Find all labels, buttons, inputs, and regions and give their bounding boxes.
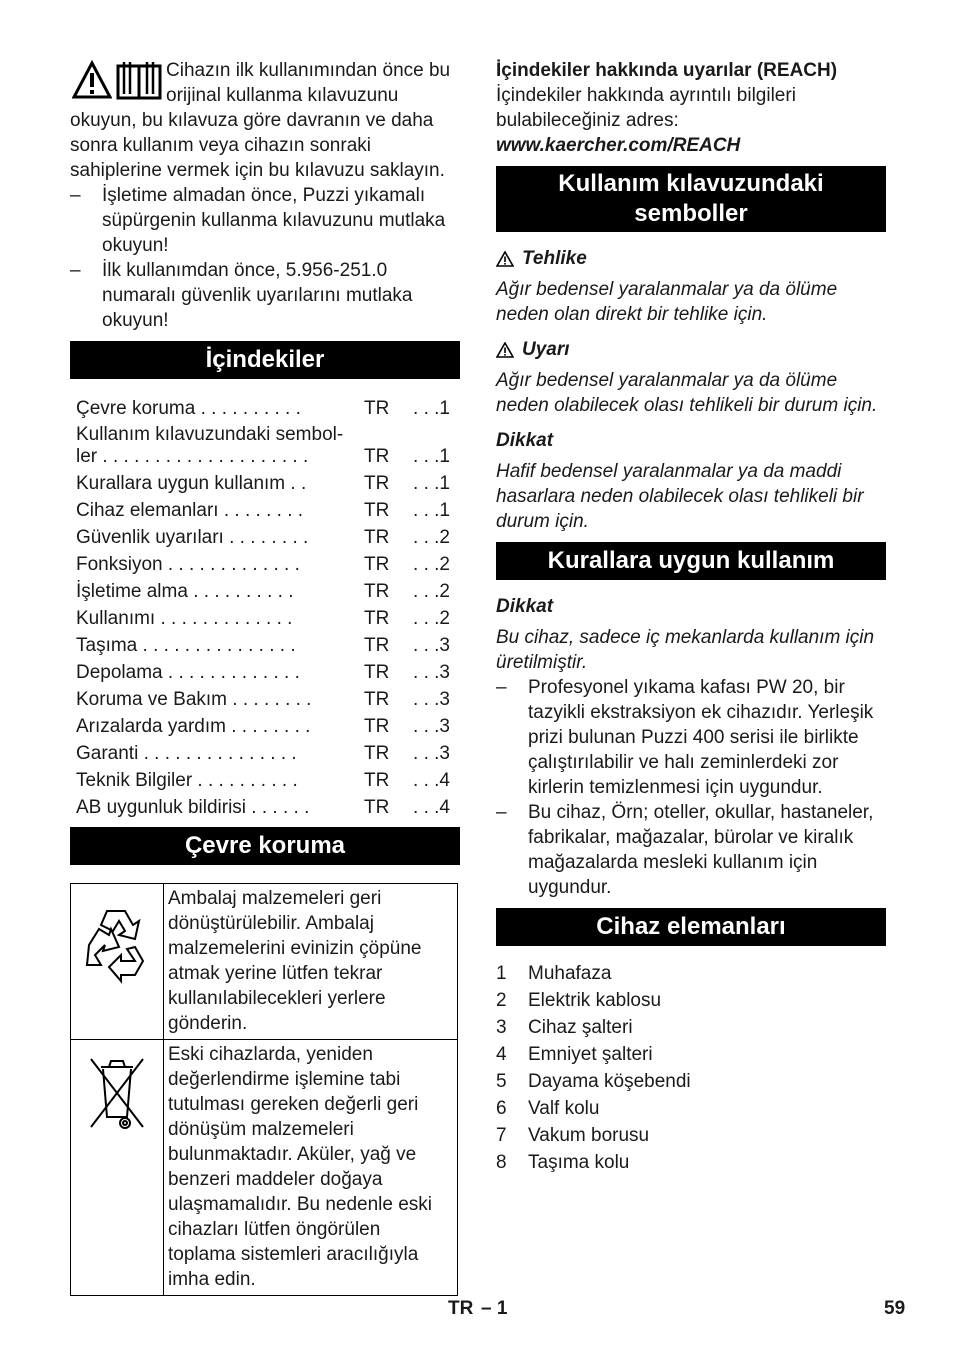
env-row: [71, 1040, 458, 1296]
part-item: [496, 1014, 886, 1041]
usage-item-text: Profesyonel yıkama kafası PW 20, bir tazyikli ekstraksiyon ek cihazıdır. Yerleşik prizi bulunan Puzzi 400 serisi ile birlikte çalıştırılabilir ve halı zeminlerdeki zor kirlerin temizlenmesi için uygundur.: [528, 677, 874, 798]
toc-lang: TR: [364, 581, 390, 602]
toc-title: [70, 738, 364, 765]
usage-caution-title: [496, 594, 886, 619]
part-number: 6: [496, 1098, 507, 1119]
env-icon-cell: [71, 884, 164, 1040]
toc-title-text: Depolama . . . . . . . . . . . . .: [76, 662, 300, 683]
toc-row[interactable]: [70, 657, 460, 684]
dash-marker: –: [70, 185, 81, 206]
toc-row[interactable]: [70, 522, 460, 549]
toc-page: . . .4: [413, 797, 450, 818]
warning-triangle-icon: [496, 251, 514, 267]
usage-caution-title-text: Dikkat: [496, 596, 554, 617]
part-item: [496, 1149, 886, 1176]
usage-heading: Kurallara uygun kullanım: [496, 542, 886, 580]
intro-item: [70, 183, 460, 258]
toc-title-text: Kullanım kılavuzundaki sembol-: [76, 424, 344, 445]
toc-lang: TR: [364, 635, 390, 656]
toc-title: [70, 684, 364, 711]
toc-title: [70, 420, 364, 468]
toc-row[interactable]: [70, 738, 460, 765]
warning-triangle-icon: [496, 342, 514, 358]
dash-marker: –: [496, 677, 507, 698]
part-item: [496, 1095, 886, 1122]
toc-lang: TR: [364, 398, 390, 419]
toc-row[interactable]: [70, 603, 460, 630]
part-label: Vakum borusu: [528, 1125, 650, 1146]
toc-title-text: AB uygunluk bildirisi . . . . . .: [76, 797, 310, 818]
env-text: Ambalaj malzemeleri geri dönüştürülebilir. Ambalaj malzemelerini evinizin çöpüne atmak yerine lütfen tekrar kullanılabilecekleri yerlere gönderin.: [164, 884, 458, 1040]
warning-triangle-icon: [72, 60, 112, 100]
toc-lang: TR: [364, 446, 390, 467]
toc-title-text: Kurallara uygun kullanım . .: [76, 473, 307, 494]
toc-title: [70, 603, 364, 630]
warning-title-text: Uyarı: [522, 339, 570, 360]
part-label: Muhafaza: [528, 963, 612, 984]
part-number: 3: [496, 1017, 507, 1038]
env-heading: Çevre koruma: [70, 827, 460, 865]
toc-title-text: Garanti . . . . . . . . . . . . . . .: [76, 743, 297, 764]
dash-marker: –: [70, 260, 81, 281]
part-label: Taşıma kolu: [528, 1152, 630, 1173]
part-number: 7: [496, 1125, 507, 1146]
toc-row[interactable]: [70, 420, 460, 468]
usage-item-text: Bu cihaz, Örn; oteller, okullar, hastaneler, fabrikalar, mağazalar, bürolar ve kiralık mağazalarda mesleki kullanım için uygundur.: [528, 802, 874, 898]
toc-row[interactable]: [70, 393, 460, 420]
toc-lang: TR: [364, 500, 390, 521]
intro-item-text: İlk kullanımdan önce, 5.956-251.0 numaralı güvenlik uyarılarını mutlaka okuyun!: [102, 260, 413, 331]
toc-title-text: Kullanımı . . . . . . . . . . . . .: [76, 608, 293, 629]
warning-text: Ağır bedensel yaralanmalar ya da ölüme neden olabilecek olası tehlikeli bir durum için.: [496, 370, 878, 416]
toc-title: [70, 495, 364, 522]
toc-row[interactable]: [70, 495, 460, 522]
symbols-heading: Kullanım kılavuzundaki semboller: [496, 166, 886, 232]
toc-page: . . .1: [413, 473, 450, 494]
toc-title: [70, 549, 364, 576]
toc-title: [70, 468, 364, 495]
caution-text: Hafif bedensel yaralanmalar ya da maddi hasarlara neden olabilecek olası tehlikeli bir durum için.: [496, 461, 864, 532]
intro-paragraph: Cihazın ilk kullanımından önce bu orijinal kullanma kılavuzunu okuyun, bu kılavuza göre davranın ve daha sonra kullanım veya cihazın sonraki sahiplerine vermek için bu kılavuzu saklayın.: [70, 60, 451, 181]
part-label: Emniyet şalteri: [528, 1044, 653, 1065]
part-number: 4: [496, 1044, 507, 1065]
recycle-icon: [77, 899, 157, 989]
toc-lang: TR: [364, 662, 390, 683]
toc-title-text: Teknik Bilgiler . . . . . . . . . .: [76, 770, 298, 791]
env-text: Eski cihazlarda, yeniden değerlendirme işlemine tabi tutulması gereken değerli geri dönüşüm malzemeleri bulunmaktadır. Aküler, yağ ve benzeri maddeler doğaya ulaşmamalıdır. Bu nedenle eski cihazları lütfen öngörülen toplama sistemleri aracılığıyla imha edin.: [164, 1040, 458, 1296]
toc-page: . . .3: [413, 689, 450, 710]
caution-title-text: Dikkat: [496, 430, 554, 451]
toc-table: [70, 393, 460, 819]
manual-book-icon: [116, 60, 162, 100]
toc-title: [70, 657, 364, 684]
toc-title-text: Cihaz elemanları . . . . . . . .: [76, 500, 304, 521]
dash-marker: –: [496, 802, 507, 823]
toc-row[interactable]: [70, 792, 460, 819]
toc-title-text: Çevre koruma . . . . . . . . . .: [76, 398, 301, 419]
intro-item-text: İşletime almadan önce, Puzzi yıkamalı süpürgenin kullanma kılavuzunu mutlaka okuyun!: [102, 185, 446, 256]
toc-heading: İçindekiler: [70, 341, 460, 379]
toc-lang: TR: [364, 473, 390, 494]
warning-title: [496, 337, 886, 362]
toc-lang: TR: [364, 743, 390, 764]
toc-title-text: Taşıma . . . . . . . . . . . . . . .: [76, 635, 296, 656]
reach-text: İçindekiler hakkında ayrıntılı bilgileri bulabileceğiniz adres:: [496, 85, 796, 131]
part-label: Valf kolu: [528, 1098, 600, 1119]
reach-heading: İçindekiler hakkında uyarılar (REACH): [496, 60, 838, 81]
crossed-bin-icon: [87, 1055, 147, 1141]
toc-page: . . .2: [413, 554, 450, 575]
part-number: 1: [496, 963, 507, 984]
toc-title: [70, 522, 364, 549]
toc-title: [70, 711, 364, 738]
part-item: [496, 1122, 886, 1149]
toc-title-text-cont: ler . . . . . . . . . . . . . . . . . . . .: [76, 446, 309, 467]
danger-title: [496, 246, 886, 271]
toc-title: [70, 630, 364, 657]
toc-title-text: Koruma ve Bakım . . . . . . . .: [76, 689, 312, 710]
toc-title-text: İşletime alma . . . . . . . . . .: [76, 581, 294, 602]
toc-row[interactable]: [70, 468, 460, 495]
part-number: 8: [496, 1152, 507, 1173]
toc-title: [70, 576, 364, 603]
usage-caution-text: Bu cihaz, sadece iç mekanlarda kullanım için üretilmiştir.: [496, 627, 875, 673]
danger-text: Ağır bedensel yaralanmalar ya da ölüme neden olan direkt bir tehlike için.: [496, 279, 838, 325]
intro-section: [70, 58, 460, 333]
part-item: [496, 1068, 886, 1095]
caution-title: [496, 428, 886, 453]
toc-page: . . .3: [413, 635, 450, 656]
toc-row[interactable]: [70, 765, 460, 792]
usage-item: [496, 675, 886, 800]
footer-page-number: 59: [884, 1298, 906, 1319]
toc-lang: TR: [364, 527, 390, 548]
toc-row[interactable]: [70, 549, 460, 576]
parts-heading: Cihaz elemanları: [496, 908, 886, 946]
toc-page: . . .4: [413, 770, 450, 791]
toc-row[interactable]: [70, 684, 460, 711]
toc-page: . . .2: [413, 608, 450, 629]
footer-lang: TR: [448, 1298, 474, 1319]
toc-lang: TR: [364, 608, 390, 629]
part-label: Elektrik kablosu: [528, 990, 662, 1011]
toc-page: . . .3: [413, 716, 450, 737]
toc-page: . . .1: [413, 446, 450, 467]
toc-page: . . .1: [413, 398, 450, 419]
intro-item: [70, 258, 460, 333]
toc-title-text: Arızalarda yardım . . . . . . . .: [76, 716, 311, 737]
env-row: [71, 884, 458, 1040]
left-column: [70, 58, 460, 1296]
footer-local-page: – 1: [481, 1298, 508, 1319]
toc-row[interactable]: [70, 711, 460, 738]
toc-page: . . .2: [413, 581, 450, 602]
toc-title: [70, 393, 364, 420]
toc-lang: TR: [364, 716, 390, 737]
toc-title: [70, 792, 364, 819]
toc-lang: TR: [364, 770, 390, 791]
danger-title-text: Tehlike: [522, 248, 587, 269]
toc-row[interactable]: [70, 630, 460, 657]
part-label: Cihaz şalteri: [528, 1017, 633, 1038]
toc-lang: TR: [364, 689, 390, 710]
toc-title: [70, 765, 364, 792]
toc-lang: TR: [364, 554, 390, 575]
intro-icons: [72, 60, 166, 108]
toc-title-text: Güvenlik uyarıları . . . . . . . .: [76, 527, 309, 548]
parts-list: [496, 960, 886, 1176]
part-label: Dayama köşebendi: [528, 1071, 691, 1092]
right-column: [496, 58, 886, 1176]
toc-page: . . .2: [413, 527, 450, 548]
toc-row[interactable]: [70, 576, 460, 603]
toc-page: . . .3: [413, 743, 450, 764]
part-item: [496, 1041, 886, 1068]
toc-lang: TR: [364, 797, 390, 818]
reach-link[interactable]: www.kaercher.com/REACH: [496, 135, 741, 156]
toc-page: . . .3: [413, 662, 450, 683]
part-item: [496, 987, 886, 1014]
usage-item: [496, 800, 886, 900]
env-icon-cell: [71, 1040, 164, 1296]
part-number: 2: [496, 990, 507, 1011]
part-number: 5: [496, 1071, 507, 1092]
env-table: [70, 883, 458, 1296]
toc-title-text: Fonksiyon . . . . . . . . . . . . .: [76, 554, 300, 575]
part-item: [496, 960, 886, 987]
toc-page: . . .1: [413, 500, 450, 521]
